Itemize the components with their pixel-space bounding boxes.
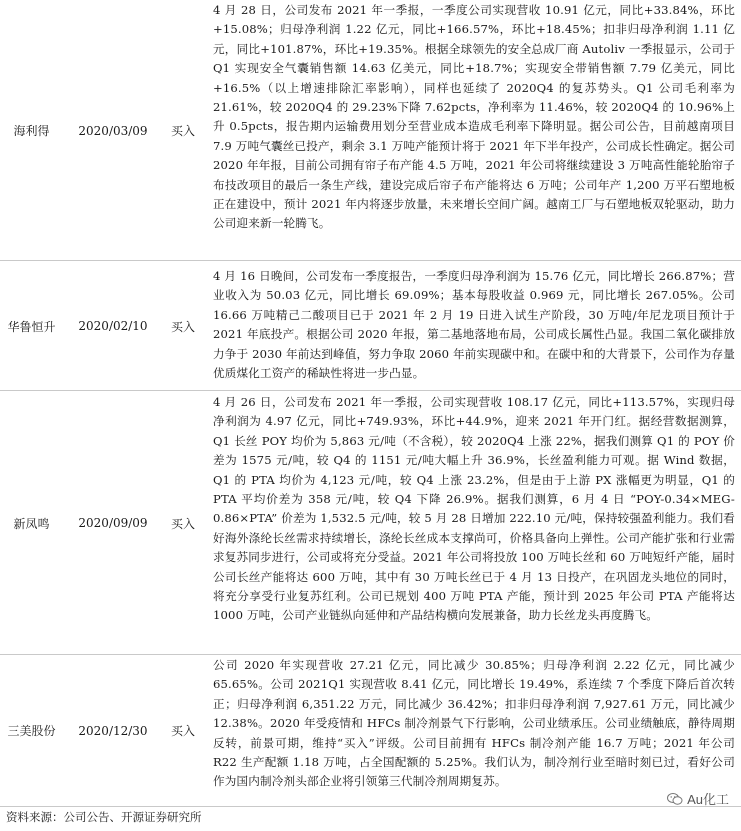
rating: 买入 <box>170 124 195 138</box>
rating: 买入 <box>170 724 195 738</box>
company-summary: 公司 2020 年实现营收 27.21 亿元，同比减少 30.85%；归母净利润 2.22 亿元，同比减少 65.65%。公司 2021Q1 实现营收 8.41 亿元，同比增长 19.49%，系连续 7 个季度下降后首次转正；归母净利润 6,351.22 万元，同比减少 36.42%；扣非归母净利润 7,927.61 万元，同比减少 12.38%。2020 年受疫情和 HFCs 制冷剂景气下行影响，公司业绩承压。公司业绩触底，静待周期反转，前景可期，维持“买入”评级。公司目前拥有 HFCs 制冷剂产能 16.7 万吨；2021 年公司 R22 生产配额 1.18 万吨，占全国配额的 5.25%。我们认为，制冷剂行业至暗时刻已过，看好公司作为国内制冷剂头部企业将引领第三代制冷剂周期复苏。 <box>213 658 735 789</box>
company-summary: 4 月 28 日，公司发布 2021 年一季报，一季度公司实现营收 10.91 亿元，同比+33.84%，环比+15.08%；归母净利润 1.22 亿元，同比+166.57%，环比+18.45%；扣非归母净利润 1.11 亿元，同比+101.87%，环比+19.35%。根据全球领先的安全总成厂商 Autoliv 一季报显示，公司于 Q1 实现安全气囊销售额 14.63 亿美元，同比+18.7%；实现安全带销售额 7.79 亿美元，同比+16.5%（以上增速排除汇率影响），同样也延续了 2020Q4 的复苏势头。Q1 公司毛利率为 21.61%，较 2020Q4 的 29.23%下降 7.62pcts，净利率为 11.46%，较 2020Q4 的 10.96%上升 0.5pcts，报告期内运输费用划分至营业成本造成毛利率下降明显。据公司公告，目前越南项目 7.9 万吨气囊丝已投产，剩余 3.1 万吨产能预计将于 2021 年下半年投产，公司成长性确定。据公司 2020 年年报，目前公司拥有帘子布产能 4.5 万吨，2021 年公司将继续建设 3 万吨高性能轮胎帘子布技改项目的最后一条生产线，建设完成后帘子布产能将达 6 万吨；公司年产 1,200 万平石塑地板正在建设中，预计 2021 年内将逐步放量，未来增长空间广阔。越南工厂与石塑地板双轮驱动，助力公司迎来新一轮腾飞。 <box>213 3 735 231</box>
watermark <box>667 789 729 808</box>
rating-date: 2020/03/09 <box>78 123 148 138</box>
rating-date: 2020/09/09 <box>78 516 148 530</box>
company-name: 海利得 <box>13 124 50 138</box>
company-summary: 4 月 16 日晚间，公司发布一季度报告，一季度归母净利润为 15.76 亿元，同比增长 266.87%；营业收入为 50.03 亿元，同比增长 69.09%；基本每股收益 0.969 元，同比增长 267.05%。公司 16.66 万吨精己二酸项目已于 2021 年 2 月 19 日进入试生产阶段，30 万吨/年尼龙项目预计于 2021 年底投产。根据公司 2020 年报，第二基地落地布局，公司成长属性凸显。我国二氧化碳排放力争于 2030 年前达到峰值，努力争取 2060 年前实现碳中和。在碳中和的大背景下，公司作为存量优质煤化工资产的稀缺性将进一步凸显。 <box>213 269 735 381</box>
table-row <box>0 390 741 655</box>
wechat-icon <box>667 792 683 806</box>
rating-date: 2020/12/30 <box>78 723 148 738</box>
company-summary: 4 月 26 日，公司发布 2021 年一季报，公司实现营收 108.17 亿元，同比+113.57%，实现归母净利润为 4.97 亿元，同比+749.93%，环比+44.9%，迎来 2021 年开门红。据经营数据测算，Q1 长丝 POY 均价为 5,863 元/吨（不含税），较 2020Q4 上涨 22%，据我们测算 Q1 的 POY 价差为 1575 元/吨，较 Q4 的 1151 元/吨大幅上升 36.9%，长丝盈利能力可观。据 Wind 数据，Q1 的 PTA 均价为 4,123 元/吨，较 Q4 上涨 23.2%，但是由于上游 PX 涨幅更为明显，Q1 的 PTA 平均价差为 358 元/吨，较 Q4 下降 26.9%。据我们测算，6 月 4 日 “POY-0.34×MEG-0.86×PTA” 价差为 1,532.5 元/吨，较 5 月 28 日增加 222.10 元/吨，保持较强盈利能力。我们看好海外涤纶长丝需求持续增长，涤纶长丝成本支撑尚可，价格具备向上弹性。公司产能扩张和行业需求复苏同步进行，公司或将充分受益。2021 年公司将投放 100 万吨长丝和 60 万吨短纤产能，届时公司长丝产能将达 600 万吨，其中有 30 万吨长丝已于 4 月 13 日投产，在巩固龙头地位的同时，将充分享受行业复苏红利。公司已规划 400 万吨 PTA 产能，预计到 2025 年公司 PTA 产能将达 1000 万吨，公司产业链纵向延伸和产品结构横向发展兼备，助力长丝龙头再度腾飞。 <box>213 395 735 623</box>
rating-date: 2020/02/10 <box>78 319 148 333</box>
company-name: 华鲁恒升 <box>7 319 56 334</box>
table-row <box>0 0 741 261</box>
company-name: 三美股份 <box>7 724 56 738</box>
rating: 买入 <box>170 516 195 531</box>
table-row <box>0 654 741 807</box>
company-name: 新凤鸣 <box>13 516 50 531</box>
source-note: 资料来源：公司公告、开源证券研究所 <box>6 810 202 824</box>
table-row <box>0 260 741 391</box>
watermark-text: Au化工 <box>687 792 729 807</box>
rating: 买入 <box>170 319 195 334</box>
